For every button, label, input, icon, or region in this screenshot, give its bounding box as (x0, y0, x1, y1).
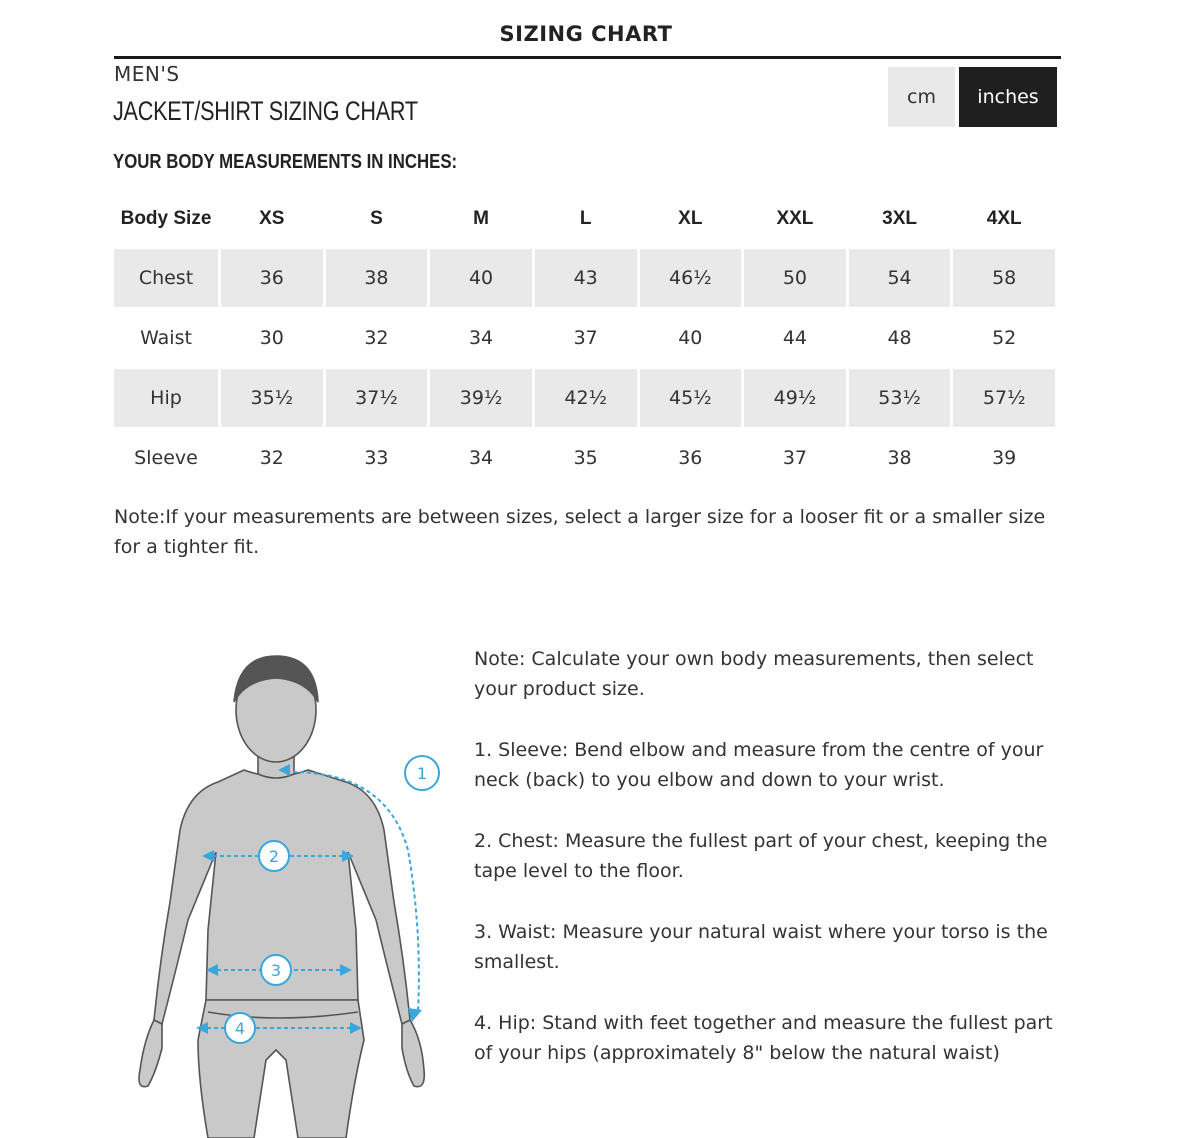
unit-inches-button[interactable]: inches (959, 67, 1057, 127)
table-cell: 53½ (849, 368, 951, 428)
gender-label: MEN'S (114, 62, 180, 86)
table-cell: 42½ (535, 368, 637, 428)
table-cell: 58 (953, 248, 1055, 308)
table-row-sleeve (114, 428, 1055, 488)
row-label: Hip (114, 368, 218, 428)
measure-marker-3 (261, 955, 291, 985)
table-cell: 45½ (640, 368, 742, 428)
svg-text:1: 1 (416, 764, 428, 783)
table-cell: 48 (849, 308, 951, 368)
table-cell: 38 (849, 428, 951, 488)
table-cell: 34 (430, 308, 532, 368)
table-cell: 36 (640, 428, 742, 488)
header-size: 3XL (882, 208, 917, 229)
row-label: Waist (114, 308, 218, 368)
table-cell: 39 (953, 428, 1055, 488)
row-label: Chest (114, 248, 218, 308)
instruction-sleeve: 1. Sleeve: Bend elbow and measure from the centre of your neck (back) to you elbow and down to your wrist. (474, 739, 1044, 791)
instruction-hip: 4. Hip: Stand with feet together and measure the fullest part of your hips (approximately 8" below the natural waist) (474, 1012, 1053, 1064)
header-size: L (579, 208, 592, 229)
mannequin-illustration (139, 656, 424, 1138)
measurements-heading: YOUR BODY MEASUREMENTS IN INCHES: (113, 151, 458, 173)
table-cell: 30 (221, 308, 323, 368)
table-cell: 50 (744, 248, 846, 308)
header-size: M (473, 208, 489, 229)
table-cell: 40 (430, 248, 532, 308)
svg-text:3: 3 (270, 961, 282, 980)
measure-marker-2 (259, 841, 289, 871)
header-body-size: Body Size (120, 208, 212, 229)
table-cell: 57½ (953, 368, 1055, 428)
table-cell: 44 (744, 308, 846, 368)
table-header-row (114, 190, 1055, 248)
table-row-chest (114, 248, 1055, 308)
table-cell: 35½ (221, 368, 323, 428)
table-cell: 40 (640, 308, 742, 368)
header-size: XS (259, 208, 285, 229)
table-cell: 52 (953, 308, 1055, 368)
body-measurement-figure (126, 640, 446, 1138)
instruction-waist: 3. Waist: Measure your natural waist where your torso is the smallest. (474, 921, 1048, 973)
table-cell: 33 (326, 428, 428, 488)
instruction-note: Note: Calculate your own body measurements, then select your product size. (474, 648, 1034, 700)
table-cell: 36 (221, 248, 323, 308)
row-label: Sleeve (114, 428, 218, 488)
page-title: SIZING CHART (499, 22, 673, 46)
unit-cm-button[interactable]: cm (888, 67, 955, 127)
table-cell: 49½ (744, 368, 846, 428)
fit-note: Note:If your measurements are between sizes, select a larger size for a looser fit or a smaller size for a tighter fit. (114, 506, 1046, 558)
table-cell: 35 (535, 428, 637, 488)
table-cell: 39½ (430, 368, 532, 428)
table-cell: 32 (221, 428, 323, 488)
measure-marker-4 (225, 1013, 255, 1043)
table-cell: 46½ (640, 248, 742, 308)
title-divider (114, 56, 1061, 59)
table-cell: 37 (535, 308, 637, 368)
table-cell: 37½ (326, 368, 428, 428)
sizing-table (111, 190, 1058, 488)
measurement-instructions (474, 644, 1074, 1099)
header-size: 4XL (986, 208, 1022, 229)
table-cell: 34 (430, 428, 532, 488)
svg-text:2: 2 (268, 847, 280, 866)
table-row-waist (114, 308, 1055, 368)
header-size: XL (678, 208, 703, 229)
table-cell: 43 (535, 248, 637, 308)
table-cell: 54 (849, 248, 951, 308)
table-cell: 38 (326, 248, 428, 308)
svg-text:4: 4 (234, 1019, 246, 1038)
table-cell: 37 (744, 428, 846, 488)
measure-marker-1 (405, 756, 439, 790)
header-size: S (370, 208, 383, 229)
instruction-chest: 2. Chest: Measure the fullest part of your chest, keeping the tape level to the floor. (474, 830, 1048, 882)
table-row-hip (114, 368, 1055, 428)
header-size: XXL (776, 208, 814, 229)
chart-heading: JACKET/SHIRT SIZING CHART (113, 96, 418, 126)
table-cell: 32 (326, 308, 428, 368)
